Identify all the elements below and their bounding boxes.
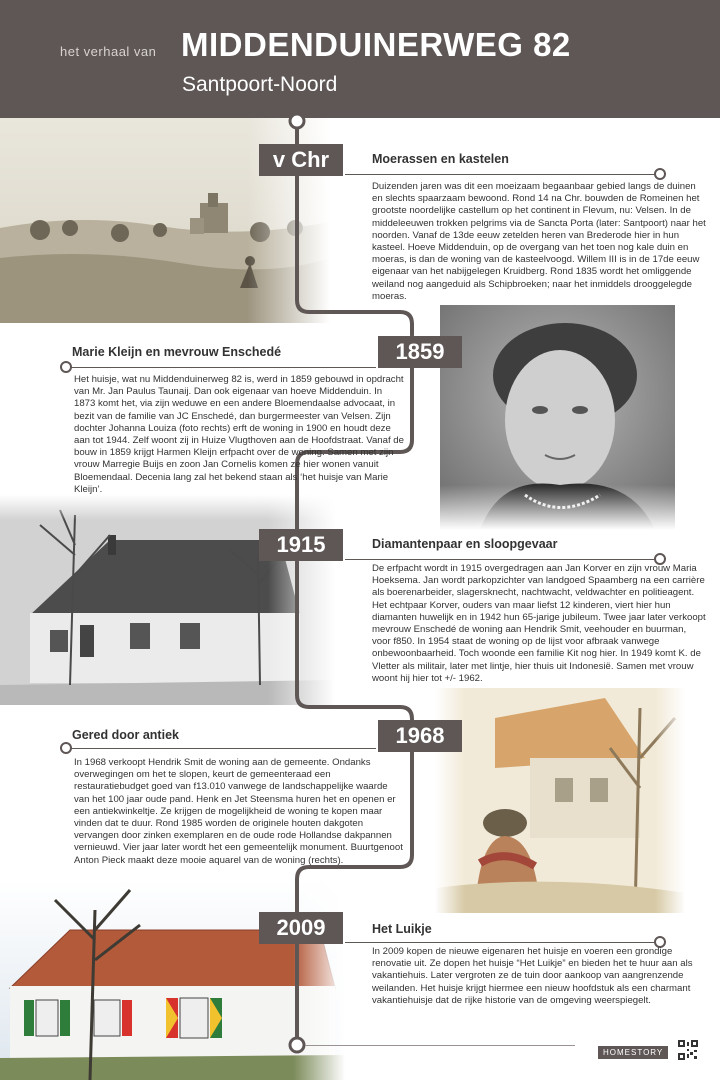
- section-heading-1968: Gered door antiek: [72, 728, 179, 742]
- photo-old-house: [0, 495, 335, 705]
- section-divider: [345, 559, 657, 560]
- section-heading-vchr: Moerassen en kastelen: [372, 152, 509, 166]
- qr-code-icon: [678, 1040, 698, 1060]
- timeline-dot: [60, 742, 72, 754]
- brand-logo: HOMESTORY: [598, 1046, 668, 1059]
- section-heading-1915: Diamantenpaar en sloopgevaar: [372, 537, 558, 551]
- year-badge-vchr: v Chr: [259, 144, 343, 176]
- section-divider: [345, 174, 657, 175]
- year-badge-1915: 1915: [259, 529, 343, 561]
- section-divider: [68, 367, 376, 368]
- section-text-2009: In 2009 kopen de nieuwe eigenaren het huisje en voeren een grondige renovatie uit. Ze dopen het huisje “Het Luikje” en bieden het te huur aan als vakantiehuis. Later vergroten ze de tuin door aankoop van aangrenzende weilanden. Het huisje krijgt hiermee een nieuw hoofdstuk als een charmant vakantiehuisje dat de rijke historie van de omgeving weerspiegelt.: [372, 946, 693, 1006]
- header-kicker: het verhaal van: [60, 44, 157, 59]
- section-text-vchr: Duizenden jaren was dit een moeizaam begaanbaar gebied langs de duinen en slechts spaarzaam bewoond. Rond 14 na Chr. bouwden de Romeinen het grootste noordelijke castellum op het continent in Flevum, nu: Velsen. In de middeleeuwen trokken pelgrims via de Sancta Porta (later: Santpoort) naar het noorden. Vanaf de 13de eeuw zetelden heren van Brederode hier in hun kasteel. Hoeve Middenduin, op de overgang van het toen nog kale duin en moeras, is dan de woning van de kasteelvoogd. Willem III is in de 17de eeuw eigenaar van het nabijgelegen Kruidberg. Rond 1835 wordt het omliggende weiland nog aangeduid als Schipbroeken; naar het inmiddels drooggelegde moeras.: [372, 181, 706, 302]
- year-badge-1859: 1859: [378, 336, 462, 368]
- photo-renovated-house: [0, 880, 345, 1080]
- section-heading-1859: Marie Kleijn en mevrouw Enschedé: [72, 345, 282, 359]
- year-badge-2009: 2009: [259, 912, 343, 944]
- footer-divider: [305, 1045, 575, 1046]
- section-heading-2009: Het Luikje: [372, 922, 432, 936]
- page-title: MIDDENDUINERWEG 82: [181, 26, 571, 63]
- section-text-1915: De erfpacht wordt in 1915 overgedragen aan Jan Korver en zijn vrouw Maria Hoeksema. Jan wordt parkopzichter van landgoed Spaamberg na een carrière als boerenarbeider, slagersknecht, nachtwacht, veldwachter en politieagent. Het echtpaar Korver, ouders van maar liefst 12 kinderen, viert hier hun diamanten huwelijk en in 1942 hun 65-jarige jubileum. Twee jaar later verkoopt mevrouw Enschedé de woning aan Hendrik Smit, veehouder en buurman, voor f850. In 1954 staat de woning op de lijst voor afbraak vanwege onbewoonbaarheid. Toch woonde een familie Kit nog hier. In 1949 komt K. de Vletter als militair, later met lintje, hier thuis uit Indonesië. Samen met vrouw woont hij hier tot +/- 1962.: [372, 563, 706, 684]
- section-divider: [345, 942, 657, 943]
- section-text-1968: In 1968 verkoopt Hendrik Smit de woning aan de gemeente. Ondanks overwegingen om het te slopen, keurt de gemeenteraad een restauratiebudget goed van f13.010 vanwege de landschappelijke waarde van het 100 jaar oude pand. Henk en Jet Steensma huren het en openen er een antiekwinkeltje. Ze krijgen de mogelijkheid de woning te kopen maar vinden dat te duur. Rond 1985 worden de originele houten dakgoten vervangen door zinken exemplaren en de oude rode Hollandse dakpannen vernieuwd. Vier jaar later wordt het een gemeentelijk monument. Buurtgenoot Anton Pieck maakt deze mooie aquarel van de woning (rechts).: [74, 757, 403, 866]
- timeline-dot: [60, 361, 72, 373]
- page-subtitle: Santpoort-Noord: [182, 73, 338, 96]
- section-divider: [68, 748, 376, 749]
- section-text-1859: Het huisje, wat nu Middenduinerweg 82 is, werd in 1859 gebouwd in opdracht van Mr. Jan Paulus Taunaij. Dan ook eigenaar van hoeve Middenduin. In 1873 komt het, via zijn weduwe en een andere Bloemendaalse advocaat, in bezit van de familie van JC Enschedé, dan burgermeester van Velsen. Zijn dochter Johanna Louiza (foto rechts) erft de woning in 1900 en houdt deze aan tot 1944. Zelf woont zij in Huize Vlugthoven aan de Hoofdstraat. Vanaf de bouw in 1859 krijgt Harmen Kleijn erfpacht over de woning. Samen met zijn vrouw Marregie Buijs en zoon Jan Cornelis komen ze hier wonen vanuit Bloemendaal. Decenia lang zal het bekend staan als ‘het huisje van Marie Kleijn’.: [74, 374, 404, 495]
- timeline-dot: [654, 168, 666, 180]
- photo-watercolor-pieck: [435, 688, 685, 913]
- photo-portrait-enschede: [440, 305, 675, 530]
- year-badge-1968: 1968: [378, 720, 462, 752]
- header: [0, 0, 720, 118]
